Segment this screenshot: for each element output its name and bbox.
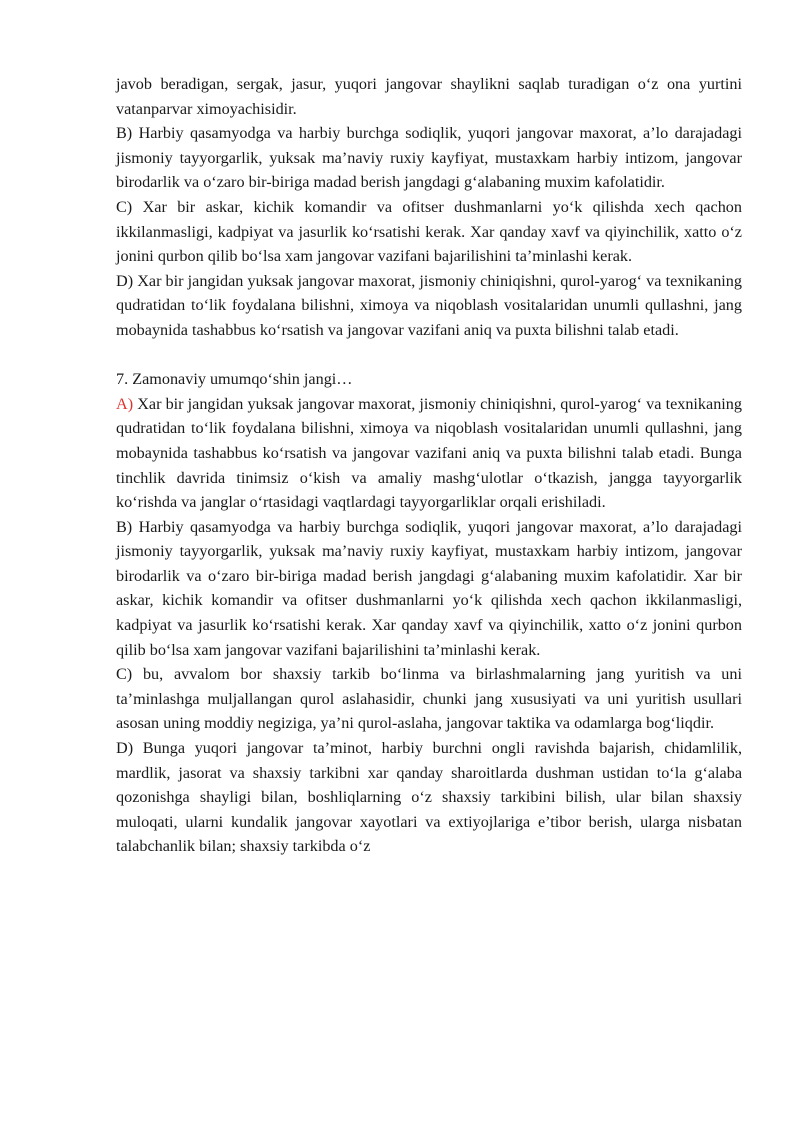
document-page	[116, 72, 742, 859]
q6-option-b: B) Harbiy qasamyodga va harbiy burchga sodiqlik, yuqori jangovar maxorat, a’lo darajadagi jismoniy tayyorgarlik, yuksak ma’naviy ruxiy kayfiyat, mustaxkam harbiy intizom, jangovar birodarlik va o‘zaro bir-biriga madad berish jangdagi g‘alabaning muxim kafolatidir.	[116, 124, 742, 192]
q6-continuation-text: javob beradigan, sergak, jasur, yuqori jangovar shaylikni saqlab turadigan o‘z ona yurtini vatanparvar ximoyachisidir.	[116, 75, 742, 118]
q7-option-a	[116, 392, 742, 515]
q6-option-c: C) Xar bir askar, kichik komandir va ofitser dushmanlarni yo‘k qilishda xech qachon ikkilanmasligi, kadpiyat va jasurlik ko‘rsatishi kerak. Xar qanday xavf va qiyinchilik, xatto o‘z jonini qurbon qilib bo‘lsa xam jangovar vazifani bajarilishini ta’minlashi kerak.	[116, 197, 742, 266]
q7-answer-marker: A)	[116, 394, 134, 413]
paragraph-gap	[116, 343, 742, 368]
q7-option-a-text: Xar bir jangidan yuksak jangovar maxorat, jismoniy chiniqishni, qurol-yarog‘ va texnikaning qudratidan to‘lik foydalana bilishni, ximoya va niqoblash vositalaridan unumli qullashni, jang mobaynida tashabbus ko‘rsatish va jangovar vazifani aniq va puxta bilishni talab etadi. Bunga tinchlik davrida tinimsiz o‘kish va amaliy mashg‘ulotlar o‘tkazish, jangga tayyorgarlik ko‘rishda va janglar o‘rtasidagi vaqtlardagi tayyorgarliklar orqali erishiladi.	[116, 394, 742, 512]
q7-option-c: C) bu, avvalom bor shaxsiy tarkib bo‘linma va birlashmalarning jang yuritish va uni ta’minlashga muljallangan qurol aslahasidir, chunki jang xususiyati va uni yuritish usullari asosan uning moddiy negiziga, ya’ni qurol-aslaha, jangovar taktika va odamlarga bog‘liqdir.	[116, 665, 742, 733]
q7-option-b: B) Harbiy qasamyodga va harbiy burchga sodiqlik, yuqori jangovar maxorat, a’lo darajadagi jismoniy tayyorgarlik, yuksak ma’naviy ruxiy kayfiyat, mustaxkam harbiy intizom, jangovar birodarlik va o‘zaro bir-biriga madad berish jangdagi g‘alabaning muxim kafolatidir. Xar bir askar, kichik komandir va ofitser dushmanlarni yo‘k qilishda xech qachon ikkilanmasligi, kadpiyat va jasurlik ko‘rsatishi kerak. Xar qanday xavf va qiyinchilik, xatto o‘z jonini qurbon qilib bo‘lsa xam jangovar vazifani bajarilishini ta’minlashi kerak.	[116, 517, 742, 659]
q6-option-d: D) Xar bir jangidan yuksak jangovar maxorat, jismoniy chiniqishni, qurol-yarog‘ va texnikaning qudratidan to‘lik foydalana bilishni, ximoya va niqoblash vositalaridan unumli qullashni, jang mobaynida tashabbus ko‘rsatish va jangovar vazifani aniq va puxta bilishni talab etadi.	[116, 271, 742, 339]
q7-question: 7. Zamonaviy umumqo‘shin jangi…	[116, 370, 353, 389]
q7-option-d: D) Bunga yuqori jangovar ta’minot, harbiy burchni ongli ravishda bajarish, chidamlilik, mardlik, jasorat va shaxsiy tarkibni xar qanday sharoitlarda dushman ustidan to‘la g‘alaba qozonishga shayligi bilan, boshliqlarning o‘z shaxsiy tarkibini bilish, ular bilan shaxsiy muloqati, ularni kundalik jangovar xayotlari va extiyojlariga e’tibor berish, ularga nisbatan talabchanlik bilan; shaxsiy tarkibda o‘z	[116, 739, 742, 856]
